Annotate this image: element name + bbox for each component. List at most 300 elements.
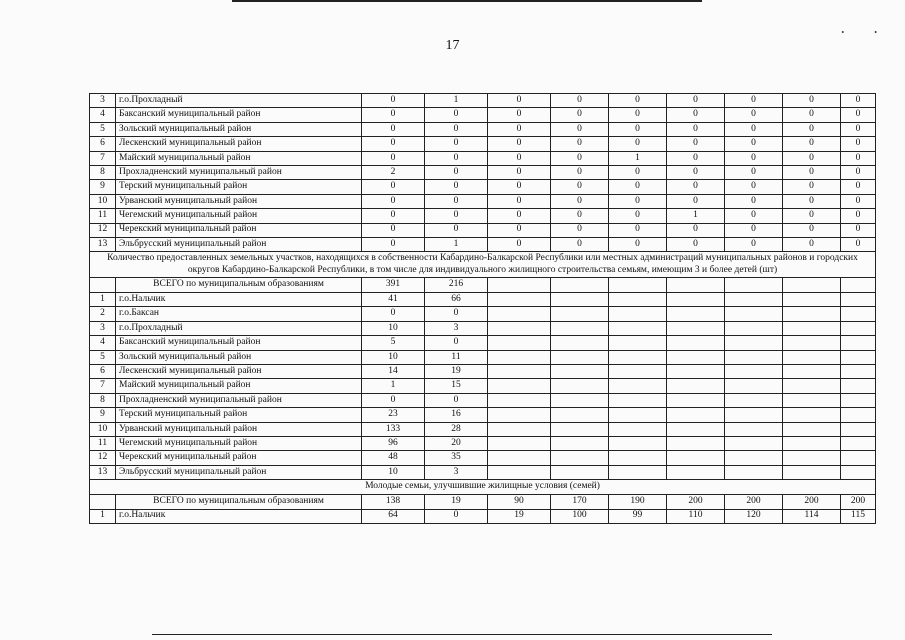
value-cell: 200 <box>783 494 841 509</box>
value-cell <box>667 465 725 479</box>
value-cell: 11 <box>425 350 488 364</box>
value-cell: 0 <box>725 137 783 151</box>
value-cell: 0 <box>783 237 841 251</box>
municipality-name-cell: г.о.Нальчик <box>116 293 362 307</box>
row-number-cell: 6 <box>90 365 116 379</box>
value-cell: 0 <box>488 137 551 151</box>
table-row <box>90 408 876 422</box>
table-row <box>90 165 876 179</box>
value-cell: 0 <box>783 165 841 179</box>
value-cell: 0 <box>488 151 551 165</box>
value-cell: 41 <box>362 293 425 307</box>
row-number-cell: 5 <box>90 122 116 136</box>
value-cell: 0 <box>362 307 425 321</box>
value-cell: 0 <box>609 137 667 151</box>
row-number-cell: 1 <box>90 509 116 523</box>
row-number-cell: 7 <box>90 379 116 393</box>
row-number-cell: 2 <box>90 307 116 321</box>
value-cell: 0 <box>841 209 876 223</box>
value-cell: 0 <box>667 151 725 165</box>
municipality-name-cell: Черекский муниципальный район <box>116 451 362 465</box>
value-cell <box>783 321 841 335</box>
value-cell: 0 <box>488 122 551 136</box>
value-cell: 0 <box>841 108 876 122</box>
municipality-name-cell: Терский муниципальный район <box>116 180 362 194</box>
value-cell <box>783 408 841 422</box>
value-cell: 1 <box>425 237 488 251</box>
value-cell: 110 <box>667 509 725 523</box>
value-cell <box>667 379 725 393</box>
value-cell: 0 <box>362 137 425 151</box>
municipality-name-cell: Урванский муниципальный район <box>116 194 362 208</box>
value-cell <box>667 278 725 293</box>
value-cell <box>725 379 783 393</box>
value-cell <box>725 307 783 321</box>
value-cell: 0 <box>609 122 667 136</box>
value-cell <box>725 336 783 350</box>
row-number-cell: 11 <box>90 209 116 223</box>
section3-rows <box>90 494 876 523</box>
value-cell: 19 <box>425 365 488 379</box>
value-cell: 23 <box>362 408 425 422</box>
scan-artifact-top <box>232 0 702 2</box>
value-cell <box>783 307 841 321</box>
value-cell: 0 <box>725 151 783 165</box>
table-row <box>90 180 876 194</box>
table-row <box>90 194 876 208</box>
municipality-name-cell: Майский муниципальный район <box>116 151 362 165</box>
value-cell: 0 <box>667 94 725 108</box>
value-cell: 0 <box>488 237 551 251</box>
value-cell: 0 <box>725 194 783 208</box>
value-cell <box>551 422 609 436</box>
value-cell <box>725 465 783 479</box>
value-cell <box>609 336 667 350</box>
value-cell: 115 <box>841 509 876 523</box>
row-number-cell: 4 <box>90 336 116 350</box>
value-cell: 99 <box>609 509 667 523</box>
value-cell <box>488 379 551 393</box>
value-cell: 0 <box>609 194 667 208</box>
value-cell: 3 <box>425 465 488 479</box>
statistics-table <box>89 93 876 524</box>
row-number-cell: 6 <box>90 137 116 151</box>
value-cell <box>725 393 783 407</box>
value-cell: 0 <box>667 237 725 251</box>
table-row <box>90 108 876 122</box>
value-cell: 0 <box>667 108 725 122</box>
value-cell <box>551 307 609 321</box>
municipality-name-cell: Черекский муниципальный район <box>116 223 362 237</box>
table-row <box>90 379 876 393</box>
value-cell: 0 <box>551 108 609 122</box>
value-cell <box>783 393 841 407</box>
value-cell: 0 <box>551 209 609 223</box>
value-cell: 0 <box>783 108 841 122</box>
total-label-cell: ВСЕГО по муниципальным образованиям <box>116 278 362 293</box>
municipality-name-cell: Эльбрусский муниципальный район <box>116 465 362 479</box>
row-number-cell: 8 <box>90 393 116 407</box>
value-cell <box>841 451 876 465</box>
value-cell: 0 <box>725 237 783 251</box>
municipality-name-cell: г.о.Нальчик <box>116 509 362 523</box>
row-number-cell: 10 <box>90 422 116 436</box>
value-cell: 0 <box>783 194 841 208</box>
value-cell: 0 <box>488 108 551 122</box>
value-cell: 35 <box>425 451 488 465</box>
value-cell: 0 <box>841 151 876 165</box>
value-cell <box>488 393 551 407</box>
value-cell <box>609 321 667 335</box>
municipality-name-cell: Майский муниципальный район <box>116 379 362 393</box>
value-cell: 0 <box>425 137 488 151</box>
value-cell <box>667 393 725 407</box>
value-cell <box>783 451 841 465</box>
table-row <box>90 307 876 321</box>
table-row <box>90 151 876 165</box>
municipality-name-cell: Прохладненский муниципальный район <box>116 393 362 407</box>
value-cell <box>488 422 551 436</box>
value-cell: 66 <box>425 293 488 307</box>
section2-body <box>90 252 876 278</box>
value-cell <box>667 336 725 350</box>
value-cell <box>667 350 725 364</box>
value-cell: 114 <box>783 509 841 523</box>
value-cell <box>667 451 725 465</box>
row-number-cell <box>90 278 116 293</box>
value-cell: 1 <box>362 379 425 393</box>
value-cell: 0 <box>667 223 725 237</box>
table-row <box>90 336 876 350</box>
municipality-name-cell: Лескенский муниципальный район <box>116 137 362 151</box>
value-cell: 10 <box>362 321 425 335</box>
value-cell: 0 <box>551 122 609 136</box>
table-row <box>90 436 876 450</box>
value-cell: 20 <box>425 436 488 450</box>
value-cell <box>488 465 551 479</box>
value-cell: 0 <box>841 180 876 194</box>
table-row <box>90 465 876 479</box>
value-cell <box>609 365 667 379</box>
value-cell: 0 <box>609 237 667 251</box>
value-cell: 190 <box>609 494 667 509</box>
municipality-name-cell: Прохладненский муниципальный район <box>116 165 362 179</box>
section3-heading: Молодые семьи, улучшившие жилищные условия (семей) <box>90 480 876 494</box>
value-cell: 0 <box>425 393 488 407</box>
value-cell <box>725 350 783 364</box>
table-row <box>90 509 876 523</box>
value-cell: 0 <box>425 307 488 321</box>
municipality-name-cell: Эльбрусский муниципальный район <box>116 237 362 251</box>
value-cell <box>551 278 609 293</box>
value-cell: 0 <box>551 180 609 194</box>
value-cell: 0 <box>609 165 667 179</box>
value-cell: 0 <box>488 209 551 223</box>
section1-body <box>90 94 876 252</box>
value-cell: 0 <box>362 180 425 194</box>
value-cell: 0 <box>551 151 609 165</box>
value-cell: 0 <box>841 137 876 151</box>
value-cell <box>841 350 876 364</box>
value-cell <box>551 336 609 350</box>
value-cell: 120 <box>725 509 783 523</box>
value-cell: 138 <box>362 494 425 509</box>
municipality-name-cell: Баксанский муниципальный район <box>116 108 362 122</box>
value-cell <box>488 408 551 422</box>
value-cell <box>488 321 551 335</box>
row-number-cell: 7 <box>90 151 116 165</box>
row-number-cell: 13 <box>90 237 116 251</box>
value-cell: 0 <box>362 151 425 165</box>
value-cell <box>667 408 725 422</box>
row-number-cell: 4 <box>90 108 116 122</box>
value-cell: 0 <box>783 151 841 165</box>
value-cell: 0 <box>488 180 551 194</box>
value-cell <box>667 436 725 450</box>
row-number-cell: 1 <box>90 293 116 307</box>
value-cell <box>609 451 667 465</box>
row-number-cell: 5 <box>90 350 116 364</box>
municipality-name-cell: г.о.Прохладный <box>116 321 362 335</box>
row-number-cell: 3 <box>90 94 116 108</box>
table-row <box>90 209 876 223</box>
value-cell <box>488 451 551 465</box>
value-cell <box>725 422 783 436</box>
value-cell: 3 <box>425 321 488 335</box>
value-cell: 0 <box>362 223 425 237</box>
value-cell: 0 <box>425 180 488 194</box>
value-cell: 0 <box>667 180 725 194</box>
value-cell: 0 <box>551 137 609 151</box>
table-row <box>90 365 876 379</box>
value-cell: 0 <box>425 336 488 350</box>
value-cell: 0 <box>841 194 876 208</box>
value-cell: 1 <box>425 94 488 108</box>
total-row <box>90 278 876 293</box>
value-cell <box>783 336 841 350</box>
table-row <box>90 237 876 251</box>
value-cell <box>783 422 841 436</box>
value-cell: 19 <box>425 494 488 509</box>
table-row <box>90 422 876 436</box>
municipality-name-cell: Терский муниципальный район <box>116 408 362 422</box>
value-cell: 0 <box>609 94 667 108</box>
value-cell: 0 <box>725 108 783 122</box>
section2-heading: Количество предоставленных земельных участков, находящихся в собственности Кабардино-Балкарской Республики или местных администраций муниципальных районов и городских округов Кабардино-Балкарской Республики, в том числе для индивидуального жилищного строительства семьям, имеющим 3 и более детей (шт) <box>90 252 876 278</box>
value-cell <box>551 379 609 393</box>
value-cell: 0 <box>667 165 725 179</box>
section2-rows <box>90 278 876 480</box>
row-number-cell <box>90 494 116 509</box>
value-cell: 0 <box>725 209 783 223</box>
value-cell: 0 <box>841 94 876 108</box>
value-cell: 0 <box>425 122 488 136</box>
value-cell <box>725 451 783 465</box>
value-cell: 48 <box>362 451 425 465</box>
row-number-cell: 12 <box>90 451 116 465</box>
value-cell <box>667 422 725 436</box>
value-cell: 0 <box>362 108 425 122</box>
value-cell: 15 <box>425 379 488 393</box>
value-cell: 0 <box>725 165 783 179</box>
value-cell: 0 <box>551 223 609 237</box>
table-row <box>90 122 876 136</box>
value-cell: 0 <box>425 209 488 223</box>
value-cell: 28 <box>425 422 488 436</box>
value-cell: 0 <box>609 108 667 122</box>
value-cell <box>841 307 876 321</box>
value-cell: 1 <box>609 151 667 165</box>
value-cell <box>609 393 667 407</box>
value-cell <box>609 465 667 479</box>
value-cell: 0 <box>425 108 488 122</box>
value-cell: 0 <box>362 237 425 251</box>
value-cell <box>488 350 551 364</box>
value-cell <box>667 293 725 307</box>
value-cell: 0 <box>783 122 841 136</box>
value-cell <box>488 436 551 450</box>
value-cell <box>725 321 783 335</box>
value-cell <box>841 278 876 293</box>
value-cell: 0 <box>425 165 488 179</box>
row-number-cell: 9 <box>90 180 116 194</box>
value-cell <box>609 422 667 436</box>
value-cell <box>609 408 667 422</box>
value-cell: 0 <box>725 94 783 108</box>
page-number: 17 <box>445 38 460 53</box>
value-cell: 14 <box>362 365 425 379</box>
value-cell: 391 <box>362 278 425 293</box>
value-cell <box>725 278 783 293</box>
value-cell: 0 <box>841 165 876 179</box>
value-cell <box>488 307 551 321</box>
value-cell <box>783 350 841 364</box>
row-number-cell: 10 <box>90 194 116 208</box>
value-cell: 0 <box>425 509 488 523</box>
value-cell <box>488 293 551 307</box>
table-row <box>90 321 876 335</box>
value-cell: 0 <box>725 122 783 136</box>
value-cell: 0 <box>425 223 488 237</box>
value-cell: 0 <box>841 223 876 237</box>
value-cell: 0 <box>609 223 667 237</box>
value-cell: 5 <box>362 336 425 350</box>
row-number-cell: 12 <box>90 223 116 237</box>
value-cell <box>841 321 876 335</box>
value-cell: 19 <box>488 509 551 523</box>
value-cell: 0 <box>362 194 425 208</box>
row-number-cell: 9 <box>90 408 116 422</box>
value-cell: 0 <box>783 180 841 194</box>
value-cell <box>551 365 609 379</box>
value-cell <box>551 321 609 335</box>
section3-body <box>90 480 876 494</box>
value-cell <box>725 408 783 422</box>
value-cell: 200 <box>725 494 783 509</box>
value-cell: 0 <box>362 122 425 136</box>
value-cell: 170 <box>551 494 609 509</box>
value-cell: 90 <box>488 494 551 509</box>
table-row <box>90 451 876 465</box>
value-cell: 0 <box>783 137 841 151</box>
scan-specks: • • <box>841 28 891 37</box>
value-cell <box>551 350 609 364</box>
total-label-cell: ВСЕГО по муниципальным образованиям <box>116 494 362 509</box>
value-cell <box>841 422 876 436</box>
value-cell <box>609 350 667 364</box>
value-cell: 0 <box>425 194 488 208</box>
municipality-name-cell: Чегемский муниципальный район <box>116 209 362 223</box>
row-number-cell: 3 <box>90 321 116 335</box>
value-cell: 0 <box>488 94 551 108</box>
value-cell <box>725 436 783 450</box>
value-cell: 0 <box>667 194 725 208</box>
value-cell <box>667 307 725 321</box>
table-row <box>90 223 876 237</box>
value-cell <box>667 365 725 379</box>
value-cell: 0 <box>725 223 783 237</box>
value-cell <box>667 321 725 335</box>
value-cell <box>783 465 841 479</box>
value-cell: 10 <box>362 350 425 364</box>
value-cell <box>783 436 841 450</box>
value-cell: 0 <box>783 209 841 223</box>
value-cell <box>841 393 876 407</box>
value-cell: 10 <box>362 465 425 479</box>
value-cell: 0 <box>841 237 876 251</box>
row-number-cell: 8 <box>90 165 116 179</box>
value-cell <box>551 393 609 407</box>
municipality-name-cell: Зольский муниципальный район <box>116 122 362 136</box>
row-number-cell: 13 <box>90 465 116 479</box>
value-cell <box>609 278 667 293</box>
value-cell: 0 <box>667 122 725 136</box>
value-cell: 64 <box>362 509 425 523</box>
table-row <box>90 393 876 407</box>
value-cell: 133 <box>362 422 425 436</box>
value-cell <box>551 436 609 450</box>
value-cell <box>609 293 667 307</box>
value-cell: 96 <box>362 436 425 450</box>
value-cell <box>725 365 783 379</box>
municipality-name-cell: г.о.Прохладный <box>116 94 362 108</box>
value-cell <box>783 278 841 293</box>
municipality-name-cell: Чегемский муниципальный район <box>116 436 362 450</box>
value-cell <box>609 436 667 450</box>
value-cell: 0 <box>551 237 609 251</box>
value-cell <box>841 379 876 393</box>
value-cell: 16 <box>425 408 488 422</box>
scan-artifact-bottom <box>152 634 772 635</box>
value-cell <box>841 365 876 379</box>
value-cell: 0 <box>551 165 609 179</box>
value-cell: 0 <box>667 137 725 151</box>
table-row <box>90 293 876 307</box>
value-cell <box>551 465 609 479</box>
value-cell: 0 <box>783 94 841 108</box>
value-cell <box>488 336 551 350</box>
value-cell: 0 <box>609 180 667 194</box>
value-cell <box>551 408 609 422</box>
value-cell <box>841 408 876 422</box>
value-cell: 2 <box>362 165 425 179</box>
value-cell: 0 <box>841 122 876 136</box>
value-cell: 216 <box>425 278 488 293</box>
row-number-cell: 11 <box>90 436 116 450</box>
table-row <box>90 94 876 108</box>
municipality-name-cell: г.о.Баксан <box>116 307 362 321</box>
value-cell <box>841 436 876 450</box>
